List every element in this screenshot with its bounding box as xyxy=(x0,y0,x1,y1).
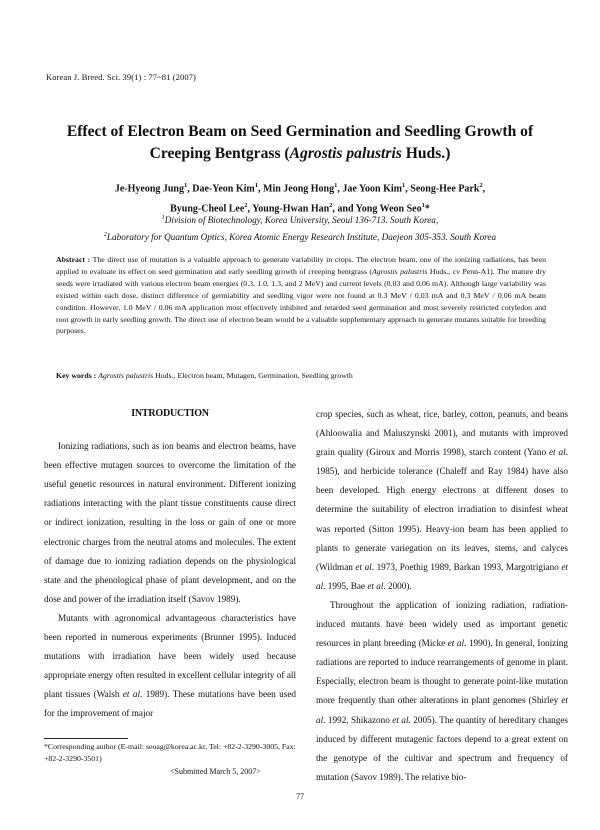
author-name: Young-Hwan Han xyxy=(252,203,330,215)
corresponding-author-footnote: *Corresponding author (E-mail: seoag@korea.ac.kr, Tel: +82-2-3290-3005, Fax: +82-2-3290-3501) xyxy=(44,742,296,763)
paragraph: Throughout the application of ionizing radiation, radiation-induced mutants have been widely used as important genetic resources in plant breeding (Micke et al. 1990). In general, Ionizing radiations are reported to induce rearrangements of genome in plant. Especially, electron beam is thought to generate point-like mutation more frequently than other alterations in plant genomes (Shirley et al. 1992, Shikazono et al. 2005). The quantity of hereditary changes induced by different mutagenic factors depend to a great extent on the genotype of the cultivar and spectrum and frequency of mutation (Savov 1989). The relative bio- xyxy=(316,599,568,782)
paragraph: Ionizing radiations, such as ion beams and electron beams, have been effective mutagen sources to overcome the limitation of the useful genetic resources in natural environment. Different ionizing radiations interacting with the plant tissue constituents cause direct or indirect ionization, resulting in the loss or gain of one or more electronic charges from the neutral atoms and molecules. The extent of damage due to ionizing radiation depends on the physiological state and the phenological phase of plant development, and on the dose and power of the irradiation itself (Savov 1989). xyxy=(44,441,296,604)
section-heading-introduction: INTRODUCTION xyxy=(131,408,209,419)
page-number: 77 xyxy=(296,792,304,801)
abstract-label: Abstract : xyxy=(56,255,91,264)
author-name: Min Jeong Hong xyxy=(263,183,335,195)
left-column xyxy=(44,404,296,724)
corresponding-mark: * xyxy=(424,203,430,215)
title-line-2: Creeping Bentgrass (Agrostis palustris Huds.) xyxy=(149,145,451,162)
author-name: Seong-Hee Park xyxy=(410,183,480,195)
author-line-1: Je-Hyeong Jung$^1$, Dae-Yeon Kim$^1$, Min Jeong Hong$^1$, Jae Yoon Kim$^1$, Seong-Hee Park$^2$, xyxy=(114,182,486,195)
author-name: Byung-Cheol Lee xyxy=(170,203,245,215)
affiliations xyxy=(30,211,570,245)
title-species: Agrostis palustris xyxy=(289,145,402,162)
author-name: Je-Hyeong Jung xyxy=(114,183,184,195)
affiliation-1: $^1$Division of Biotechnology, Korea University, Seoul 136-713. South Korea, xyxy=(161,215,439,226)
footnote-rule xyxy=(44,738,128,739)
keywords-label: Key words : xyxy=(56,371,97,380)
affiliation-2: $^2$Laboratory for Quantum Optics, Korea Atomic Energy Research Institute, Daejeon 305-353. South Korea xyxy=(103,232,497,243)
paragraph: crop species, such as wheat, rice, barley, cotton, peanuts, and beans (Ahloowalia and Maluszynski 2001), and mutants with improved grain quality (Giroux and Morris 1998), starch content (Yano et al. 1985), and herbicide tolerance (Chaleff and Ray 1984) have also been developed. High energy electrons at different doses to determine the suitability of electron irradiation to disinfest wheat was reported (Sitton 1995). Heavy-ion beam has been applied to plants to generate variegation on its leaves, stems, and calyces (Wildman et al. 1973, Poethig 1989, Barkan 1993, Margotrigiano et al. 1995, Bae et al. 2000). xyxy=(316,409,568,591)
author-name: Yong Weon Seo xyxy=(355,203,422,215)
paper-title xyxy=(40,121,560,165)
right-column xyxy=(316,405,568,787)
title-line-1: Effect of Electron Beam on Seed Germination and Seedling Growth of xyxy=(66,123,534,140)
keywords: Key words : Agrostis palustris Huds., Electron beam, Mutagen, Germination, Seedling growth xyxy=(56,371,353,380)
submitted-date: <Submitted March 5, 2007> xyxy=(170,767,261,776)
author-name: Dae-Yeon Kim xyxy=(192,183,255,195)
author-line-2: Byung-Cheol Lee$^2$, Young-Hwan Han$^2$, and Yong Weon Seo$^1$* xyxy=(170,202,430,215)
abstract: Abstract : The direct use of mutation is a valuable approach to generate variability in crops. The electron beam, one of the ionizing radiations, has been applied to evaluate its effect on seed germination and early seedling growth of creeping bentgrass (Agrostis palustris Huds., cv Penn-A1). The mature dry seeds were irradiated with various electron beam energies (0.3, 1.0, 1.3, and 2 MeV) and current levels (0.03 and 0.06 mA). Although large variability was existed within each dose, distinct difference of germiability and seedling vigor were not found at 0.3 MeV / 0.03 mA and 0.3 MeV / 0.06 mA beam condition. However, 1.0 MeV / 0.06 mA application most effectively inhibited and retarded seed germination and most severely restricted cotyledon and root growth in early seedling growth. The direct use of electron beam would be a valuable supplementary approach to generate mutants suitable for breeding purposes. xyxy=(56,255,547,336)
journal-citation: Korean J. Breed. Sci. 39(1) : 77~81 (2007) xyxy=(46,72,196,82)
paragraph: Mutants with agronomical advantageous characteristics have been reported in numerous experiments (Brunner 1995). Induced mutations with irradiation have been widely used because appropriate energy often resulted in excellent cellular integrity of all plant tissues (Walsh et al. 1989). These mutations have been used for the improvement of major xyxy=(44,612,296,719)
author-name: Jae Yoon Kim xyxy=(342,183,403,195)
